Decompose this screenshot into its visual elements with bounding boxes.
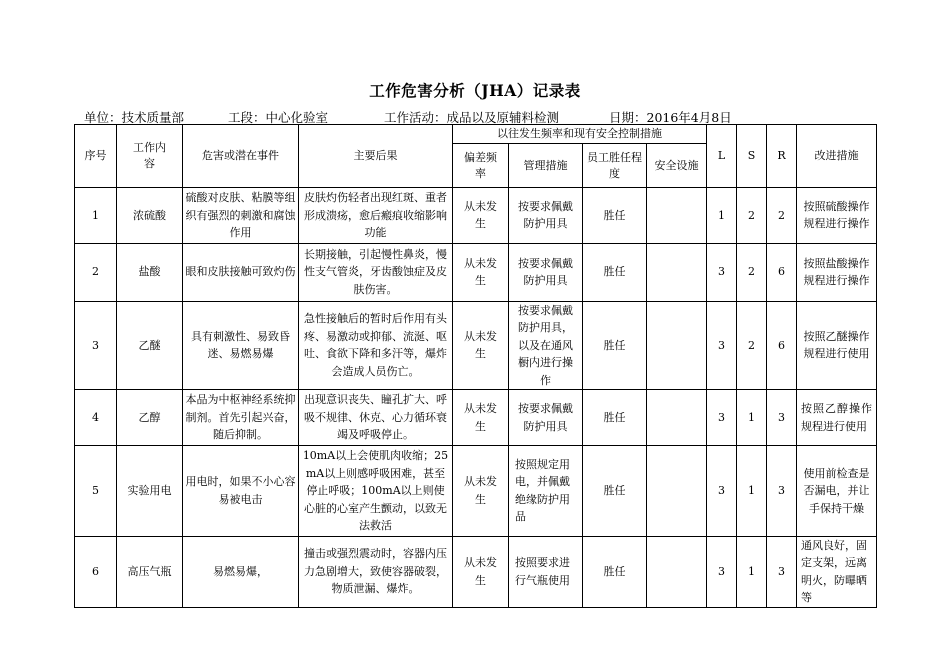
table-row bbox=[75, 301, 877, 390]
cell-l: 1 bbox=[707, 188, 737, 244]
cell-r: 3 bbox=[767, 536, 797, 607]
cell-competence: 胜任 bbox=[583, 188, 647, 244]
header-r: R bbox=[767, 125, 797, 188]
cell-consequence: 出现意识丧失、瞳孔扩大、呼吸不规律、休克、心力循环衰竭及呼吸停止。 bbox=[299, 390, 453, 446]
cell-facility bbox=[647, 390, 707, 446]
cell-management: 按要求佩戴防护用具，以及在通风橱内进行操作 bbox=[509, 301, 583, 390]
cell-improvement: 按照乙醇操作规程进行使用 bbox=[797, 390, 877, 446]
cell-deviation: 从未发生 bbox=[453, 390, 509, 446]
cell-content: 乙醚 bbox=[117, 301, 183, 390]
cell-hazard: 易燃易爆， bbox=[183, 536, 299, 607]
meta-section: 工段：中心化验室 bbox=[228, 110, 329, 125]
cell-s: 1 bbox=[737, 446, 767, 537]
cell-management: 按要求佩戴防护用具 bbox=[509, 390, 583, 446]
cell-no: 3 bbox=[75, 301, 117, 390]
cell-facility bbox=[647, 301, 707, 390]
cell-content: 盐酸 bbox=[117, 243, 183, 301]
cell-no: 1 bbox=[75, 188, 117, 244]
cell-consequence: 10mA以上会使肌肉收缩；25mA以上则感呼吸困难，甚至停止呼吸；100mA以上则使心脏的心室产生颤动，以致无法救活 bbox=[299, 446, 453, 537]
cell-improvement: 按照盐酸操作规程进行操作 bbox=[797, 243, 877, 301]
cell-competence: 胜任 bbox=[583, 446, 647, 537]
header-improvement: 改进措施 bbox=[797, 125, 877, 188]
cell-hazard: 硫酸对皮肤、粘膜等组织有强烈的刺激和腐蚀作用 bbox=[183, 188, 299, 244]
cell-s: 2 bbox=[737, 301, 767, 390]
cell-l: 3 bbox=[707, 243, 737, 301]
cell-competence: 胜任 bbox=[583, 536, 647, 607]
cell-s: 1 bbox=[737, 536, 767, 607]
cell-improvement: 通风良好，固定支架，远离明火，防曝晒等 bbox=[797, 536, 877, 607]
header-consequence: 主要后果 bbox=[299, 125, 453, 188]
cell-facility bbox=[647, 243, 707, 301]
cell-s: 2 bbox=[737, 243, 767, 301]
meta-activity: 工作活动：成品以及原辅料检测 bbox=[384, 110, 560, 125]
cell-content: 浓硫酸 bbox=[117, 188, 183, 244]
cell-improvement: 使用前检查是否漏电，并让手保持干燥 bbox=[797, 446, 877, 537]
table-row bbox=[75, 390, 877, 446]
cell-r: 3 bbox=[767, 446, 797, 537]
meta-date: 日期：2016年4月8日 bbox=[609, 110, 732, 125]
cell-deviation: 从未发生 bbox=[453, 536, 509, 607]
cell-facility bbox=[647, 188, 707, 244]
cell-hazard: 本品为中枢神经系统抑制剂。首先引起兴奋，随后抑制。 bbox=[183, 390, 299, 446]
cell-competence: 胜任 bbox=[583, 301, 647, 390]
page-title: 工作危害分析（JHA）记录表 bbox=[369, 81, 581, 100]
cell-consequence: 急性接触后的暂时后作用有头疼、易激动或抑郁、流涎、呕吐、食欲下降和多汗等，爆炸会造成人员伤亡。 bbox=[299, 301, 453, 390]
cell-deviation: 从未发生 bbox=[453, 188, 509, 244]
cell-content: 实验用电 bbox=[117, 446, 183, 537]
cell-hazard: 眼和皮肤接触可致灼伤 bbox=[183, 243, 299, 301]
header-deviation: 偏差频率 bbox=[453, 144, 509, 188]
cell-no: 2 bbox=[75, 243, 117, 301]
cell-deviation: 从未发生 bbox=[453, 446, 509, 537]
header-no: 序号 bbox=[75, 125, 117, 188]
cell-l: 3 bbox=[707, 301, 737, 390]
cell-content: 高压气瓶 bbox=[117, 536, 183, 607]
cell-consequence: 长期接触，引起慢性鼻炎，慢性支气管炎，牙齿酸蚀症及皮肤伤害。 bbox=[299, 243, 453, 301]
cell-r: 6 bbox=[767, 301, 797, 390]
header-work-content: 工作内容 bbox=[117, 125, 183, 188]
cell-no: 4 bbox=[75, 390, 117, 446]
cell-deviation: 从未发生 bbox=[453, 243, 509, 301]
cell-hazard: 用电时，如果不小心容易被电击 bbox=[183, 446, 299, 537]
meta-unit: 单位：技术质量部 bbox=[84, 110, 185, 125]
cell-competence: 胜任 bbox=[583, 243, 647, 301]
cell-no: 6 bbox=[75, 536, 117, 607]
cell-l: 3 bbox=[707, 536, 737, 607]
cell-consequence: 撞击或强烈震动时，容器内压力急剧增大，致使容器破裂，物质泄漏、爆炸。 bbox=[299, 536, 453, 607]
cell-l: 3 bbox=[707, 390, 737, 446]
cell-s: 1 bbox=[737, 390, 767, 446]
cell-improvement: 按照乙醚操作规程进行使用 bbox=[797, 301, 877, 390]
header-competence: 员工胜任程度 bbox=[583, 144, 647, 188]
cell-management: 按要求佩戴防护用具 bbox=[509, 243, 583, 301]
cell-facility bbox=[647, 446, 707, 537]
cell-r: 3 bbox=[767, 390, 797, 446]
table-row bbox=[75, 536, 877, 607]
header-safety-facility: 安全设施 bbox=[647, 144, 707, 188]
cell-no: 5 bbox=[75, 446, 117, 537]
cell-hazard: 具有刺激性、易致昏迷、易燃易爆 bbox=[183, 301, 299, 390]
cell-management: 按照规定用电，并佩戴绝缘防护用品 bbox=[509, 446, 583, 537]
header-s: S bbox=[737, 125, 767, 188]
cell-management: 按照要求进行气瓶使用 bbox=[509, 536, 583, 607]
cell-management: 按要求佩戴防护用具 bbox=[509, 188, 583, 244]
header-control-group: 以往发生频率和现有安全控制措施 bbox=[453, 125, 707, 144]
cell-facility bbox=[647, 536, 707, 607]
jha-table bbox=[74, 124, 877, 608]
cell-s: 2 bbox=[737, 188, 767, 244]
cell-content: 乙醇 bbox=[117, 390, 183, 446]
cell-deviation: 从未发生 bbox=[453, 301, 509, 390]
cell-improvement: 按照硫酸操作规程进行操作 bbox=[797, 188, 877, 244]
cell-competence: 胜任 bbox=[583, 390, 647, 446]
cell-r: 6 bbox=[767, 243, 797, 301]
cell-r: 2 bbox=[767, 188, 797, 244]
table-row bbox=[75, 446, 877, 537]
cell-consequence: 皮肤灼伤轻者出现红斑、重者形成溃疡，愈后瘢痕收缩影响功能 bbox=[299, 188, 453, 244]
header-management: 管理措施 bbox=[509, 144, 583, 188]
table-row bbox=[75, 243, 877, 301]
header-hazard: 危害或潜在事件 bbox=[183, 125, 299, 188]
table-row bbox=[75, 188, 877, 244]
header-l: L bbox=[707, 125, 737, 188]
cell-l: 3 bbox=[707, 446, 737, 537]
